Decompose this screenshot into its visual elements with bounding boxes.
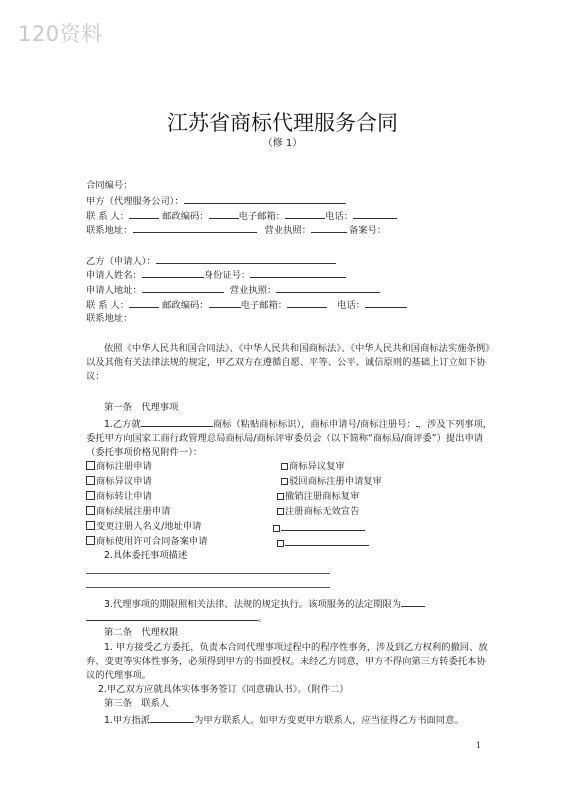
option-left-2[interactable] <box>86 476 152 488</box>
applicant-address-line <box>86 283 380 297</box>
checkbox-icon[interactable] <box>86 506 95 515</box>
document-subtitle: （修 1） <box>262 138 303 149</box>
article1-heading: 第一条 代理事项 <box>104 402 179 413</box>
party-a-email-label: 电子邮箱： <box>238 211 286 222</box>
option-left-1-label: 商标注册申请 <box>96 461 152 472</box>
party-a-address-label: 联系地址： <box>86 225 133 236</box>
applicant-address-blank[interactable] <box>142 283 224 293</box>
id-no-label: 身份证号： <box>203 270 251 281</box>
article1-clause1-c: ，涉及下列事项，委托甲方向国家工商行政管理总局商标局/商标评审委员会（以下简称“商标局/商评委”）提出申请（委托事项价格见附件一）： <box>86 419 493 458</box>
article2-clause1: 1. 甲方接受乙方委托，负责本合同代理事项过程中的程序性事务，涉及到乙方权利的撤回、放弃、变更等实体性事务，必须得到甲方的书面授权。未经乙方同意，甲方不得向第三方转委托本协议的代理事项。 <box>86 642 488 681</box>
party-b-email-blank[interactable] <box>287 298 327 308</box>
party-a-contact-label: 联 系 人： <box>86 211 130 222</box>
contract-no-label: 合同编号： <box>86 180 133 191</box>
option-left-6[interactable] <box>86 536 208 548</box>
party-a-postcode-label: 邮政编码： <box>162 211 209 222</box>
description-line-2[interactable] <box>86 587 330 588</box>
option-right-5[interactable] <box>273 521 365 535</box>
article3-clause1-b: 为甲方联系人。如甲方变更甲方联系人，应当征得乙方书面同意。 <box>194 715 464 726</box>
party-b-phone-label: 电话： <box>337 300 366 311</box>
party-b-contact-label: 联 系 人： <box>86 300 130 311</box>
party-b-address-line <box>86 313 133 325</box>
checkbox-icon[interactable] <box>86 536 95 545</box>
party-b-address-label: 联系地址： <box>86 313 133 324</box>
article1-clause3 <box>104 597 425 611</box>
article3-clause1 <box>104 713 464 727</box>
legal-term-blank-1[interactable] <box>401 597 425 607</box>
option-right-3[interactable] <box>277 491 359 503</box>
applicant-name-blank[interactable] <box>142 268 204 278</box>
party-a-address-line <box>86 223 386 237</box>
option-left-2-label: 商标异议申请 <box>96 476 152 487</box>
party-a-contact-line <box>86 209 397 223</box>
checkbox-icon[interactable] <box>277 540 284 547</box>
option-right-6-blank[interactable] <box>285 536 369 546</box>
applicant-address-label: 申请人地址： <box>86 285 142 296</box>
party-b-email-label: 电子邮箱： <box>240 300 288 311</box>
option-left-3-label: 商标转让申请 <box>96 491 152 502</box>
article1-clause1 <box>86 417 494 460</box>
article1-clause2: 2.具体委托事项描述 <box>104 550 188 561</box>
party-a-postcode-blank[interactable] <box>209 209 239 219</box>
party-a-record-label: 备案号： <box>349 225 387 236</box>
party-b-license-blank[interactable] <box>276 283 380 293</box>
article3-heading: 第三条 联系人 <box>104 698 170 709</box>
option-left-6-label: 商标使用许可合同备案申请 <box>96 536 208 547</box>
party-a-phone-label: 电话： <box>325 211 354 222</box>
article2-heading: 第二条 代理权限 <box>104 627 179 638</box>
applicant-name-line <box>86 268 346 282</box>
party-b-phone-blank[interactable] <box>365 298 407 308</box>
option-left-4[interactable] <box>86 506 170 518</box>
contract-no-line <box>86 180 133 192</box>
checkbox-icon[interactable] <box>86 491 95 500</box>
checkbox-icon[interactable] <box>86 476 95 485</box>
party-a-license-blank[interactable] <box>311 223 347 233</box>
party-b-license-label: 营业执照： <box>229 285 277 296</box>
option-left-1[interactable] <box>86 461 152 473</box>
document-title: 江苏省商标代理服务合同 <box>167 111 398 135</box>
watermark: 120资料 <box>18 22 103 46</box>
party-a-contact-blank[interactable] <box>129 209 159 219</box>
option-right-6[interactable] <box>277 536 369 550</box>
article1-clause3-cont <box>86 611 267 625</box>
page-number: 1 <box>476 741 482 750</box>
article2-clause2: 2.甲乙双方应就具体实体事务签订《同意确认书》。（附件二） <box>98 684 349 695</box>
checkbox-icon[interactable] <box>277 508 284 515</box>
party-b-contact-blank[interactable] <box>129 298 159 308</box>
party-a-line <box>86 194 346 208</box>
checkbox-icon[interactable] <box>86 461 95 470</box>
party-b-line <box>86 254 336 268</box>
article1-clause3-text: 3.代理事项的期限照相关法律、法规的规定执行。该项服务的法定期限为 <box>104 599 402 610</box>
party-b-postcode-label: 邮政编码： <box>162 300 209 311</box>
party-a-license-label: 营业执照： <box>264 225 311 236</box>
checkbox-icon[interactable] <box>86 521 95 530</box>
article1-clause1-a: 1.乙方就 <box>104 419 141 430</box>
option-right-1-label: 商标异议复审 <box>289 461 345 472</box>
option-right-2-label: 驳回商标注册申请复审 <box>289 476 382 487</box>
party-b-blank[interactable] <box>156 254 336 264</box>
article3-clause1-a: 1.甲方指派 <box>104 715 151 726</box>
party-a-email-blank[interactable] <box>285 209 325 219</box>
party-a-blank[interactable] <box>184 194 346 204</box>
party-b-postcode-blank[interactable] <box>209 298 241 308</box>
option-right-5-blank[interactable] <box>281 521 365 531</box>
trademark-name-blank[interactable] <box>141 417 213 427</box>
checkbox-icon[interactable] <box>281 463 288 470</box>
party-a-label: 甲方（代理服务公司）： <box>86 196 184 207</box>
checkbox-icon[interactable] <box>277 493 284 500</box>
contact-person-blank[interactable] <box>150 713 194 723</box>
id-no-blank[interactable] <box>250 268 346 278</box>
article1-clause1-b: 商标（粘贴商标标识），商标申请号/商标注册号： <box>212 419 416 430</box>
party-a-phone-blank[interactable] <box>353 209 397 219</box>
option-right-4-label: 注册商标无效宣告 <box>285 506 360 517</box>
description-line-1[interactable] <box>86 573 330 574</box>
option-left-4-label: 商标续展注册申请 <box>96 506 171 517</box>
preamble: 依照《中华人民共和国合同法》、《中华人民共和国商标法》、《中华人民共和国商标法实施条例》以及其他有关法律法规的规定，甲乙双方在遵循自愿、平等、公平、诚信原则的基础上订立如下协议： <box>86 343 490 382</box>
option-left-5[interactable] <box>86 521 201 533</box>
checkbox-icon[interactable] <box>273 525 280 532</box>
option-right-1[interactable] <box>281 461 345 473</box>
option-right-2[interactable] <box>281 476 382 488</box>
checkbox-icon[interactable] <box>281 478 288 485</box>
option-right-4[interactable] <box>277 506 359 518</box>
legal-term-blank-2[interactable] <box>86 611 258 621</box>
party-b-contact-line <box>86 298 407 312</box>
applicant-name-label: 申请人姓名： <box>86 270 142 281</box>
party-a-address-blank[interactable] <box>133 223 257 233</box>
party-b-label: 乙方（申请人）： <box>86 256 156 267</box>
article1-clause3-end: 。 <box>258 613 268 624</box>
option-left-3[interactable] <box>86 491 152 503</box>
option-right-3-label: 撤销注册商标复审 <box>285 491 360 502</box>
option-left-5-label: 变更注册人名义/地址申请 <box>96 521 202 532</box>
